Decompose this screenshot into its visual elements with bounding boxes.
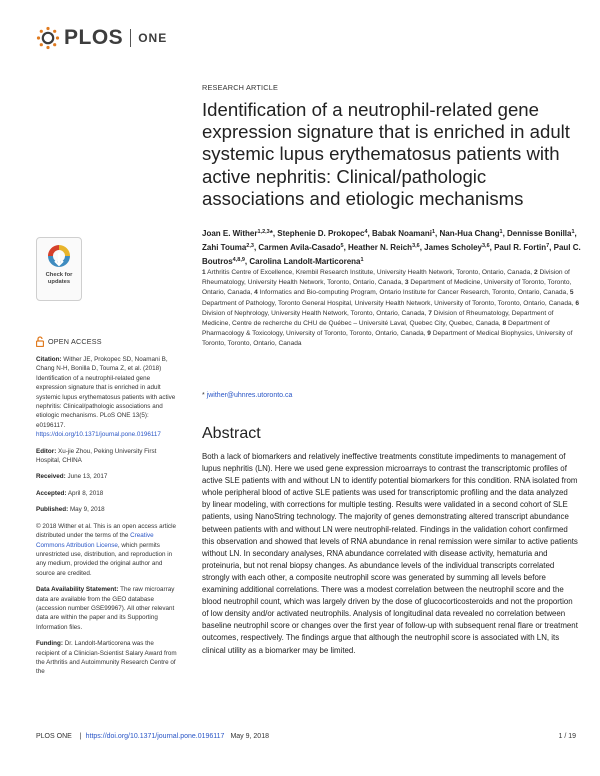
data-availability-label: Data Availability Statement: (36, 586, 119, 594)
author-affiliation-marker: 1 (499, 229, 503, 235)
author-separator: , (343, 243, 349, 252)
logo-divider (130, 29, 131, 47)
author-separator: , (419, 243, 425, 252)
article-title: Identification of a neutrophil-related gene expression signature that is enriched in adult systemic lupus erythematosus patients with active nephritis: Clinical/pathologic associations and etiologic mechanisms (202, 99, 570, 209)
journal-name: ONE (138, 31, 168, 45)
author-name[interactable]: Babak Noamani (371, 229, 432, 238)
editor-block (36, 447, 179, 466)
author-name[interactable]: Nan-Hua Chang (439, 229, 500, 238)
accepted-label: Accepted: (36, 489, 67, 497)
published-label: Published: (36, 506, 69, 514)
accepted-block (36, 489, 179, 498)
author-separator: , (549, 243, 554, 252)
author-name[interactable]: Paul C. Boutros (202, 243, 581, 266)
affiliation-number: 9 (427, 330, 431, 338)
received-date: June 13, 2017 (67, 473, 108, 481)
author-name[interactable]: Carolina Landolt-Marticorena (249, 257, 361, 266)
author-affiliation-marker: 1 (360, 257, 364, 263)
correspondence-email-link[interactable]: jwither@uhnres.utoronto.ca (206, 392, 293, 399)
affiliation-number: 5 (569, 289, 574, 297)
received-block (36, 472, 179, 481)
author-separator: , (489, 243, 495, 252)
license-link[interactable]: Creative Commons Attribution License (36, 532, 154, 549)
author-name[interactable]: James Scholey (424, 243, 482, 252)
copyright-text: © 2018 Wither et al. This is an open access article distributed under the terms of the (36, 522, 176, 540)
author-separator: , (253, 243, 259, 252)
author-name[interactable]: Zahi Touma (202, 243, 247, 252)
check-for-updates-button[interactable] (36, 237, 82, 301)
affiliation-number: 2 (533, 269, 538, 276)
affiliation-text: Division of Rheumatology, Department of Medicine, Centre de recherche du CHU de Québec – Université Laval, Quebec City, Quebec, Canada, (202, 309, 554, 328)
author-separator: , (435, 229, 440, 238)
published-block (36, 505, 179, 514)
affiliation-number: 7 (428, 309, 432, 317)
citation-text: Wither JE, Prokopec SD, Noamani B, Chang N-H, Bonilla D, Touma Z, et al. (2018) Identification of a neutrophil-related gene expression signature that is enriched in adult systemic lupus erythematosus patients with active nephritis: Clinical/pathologic associations and etiologic mechanisms. PLoS ONE 13(5): e0196117. (36, 356, 176, 429)
funding-block (36, 639, 179, 677)
footer-journal: PLOS ONE (36, 733, 72, 740)
affiliation-number: 4 (254, 289, 258, 297)
affiliation-number: 1 (202, 269, 206, 276)
author-separator: , (574, 229, 577, 238)
author-separator: , (367, 229, 372, 238)
editor-label: Editor: (36, 447, 57, 455)
author-name[interactable]: Joan E. Wither (202, 229, 258, 238)
article-info-sidebar (36, 336, 179, 684)
author-affiliation-marker: 4 (364, 229, 368, 235)
author-name[interactable]: Stephenie D. Prokopec (277, 229, 365, 238)
page-number: 1 / 19 (558, 733, 576, 740)
citation-label: Citation: (36, 356, 62, 363)
plos-sun-icon (36, 26, 60, 50)
author-affiliation-marker: 1,2,3 (257, 229, 270, 235)
abstract-heading: Abstract (202, 425, 261, 442)
author-affiliation-marker: 7 (546, 243, 550, 249)
author-affiliation-marker: 3,6 (481, 243, 490, 249)
author-affiliation-marker: 2,3 (246, 243, 254, 249)
accepted-date: April 8, 2018 (67, 489, 104, 497)
affiliation-number: 6 (575, 299, 580, 307)
funding-text: Dr. Landolt-Marticorena was the recipient of a Clinician-Scientist Salary Award from the Arthritis and Autoimmunity Research Centre of the (36, 640, 177, 676)
copyright-block (36, 522, 179, 578)
author-separator: , (244, 257, 250, 266)
author-affiliation-marker: 3,6 (412, 243, 420, 249)
footer-divider: | (79, 733, 82, 740)
author-name[interactable]: Dennisse Bonilla (507, 229, 572, 238)
affiliation-text: Informatics and Bio-computing Program, Ontario Institute for Cancer Research, Toronto, Ontario, Canada, (259, 289, 569, 297)
page-footer (36, 733, 576, 740)
correspondence (202, 392, 292, 399)
author-list (202, 226, 582, 268)
affiliation-text: Department of Medicine, University of Toronto, Toronto, Ontario, Canada, (202, 279, 572, 297)
abstract-body: Both a lack of biomarkers and relatively ineffective treatments constitute impediments to management of lupus nephritis (LN). Here we used gene expression microarrays to contrast the transcriptomic profiles of active SLE patients with and without LN to identify potential biomarkers for this condition. RNA isolated from whole peripheral blood of active SLE patients was used for transcriptomic profiling and the data analyzed by linear modeling, with corrections for multiple testing. Results were validated in a second cohort of SLE patients, using NanoString technology. The majority of genes demonstrating altered transcript abundance between patients with and without LN were neutrophil-related. Findings in the validation cohort confirmed this observation and showed that levels of RNA abundance in renal remission were similar to active patients without LN. In secondary analyses, RNA abundance correlated with disease activity, hematuria and proteinuria, but not renal biopsy changes. As abundance levels of the individual transcripts correlated strongly with each other, a composite neutrophil score was generated by summing all levels before examining additional correlations. There was a modest correlation between the neutrophil score and the blood neutrophil count, which was largely driven by the dose of glucocorticosteroids and not the proportion of low density and/or activated neutrophils. Analysis of longitudinal data revealed no correlation between baseline neutrophil score or changes over the first year of follow-up with subsequent renal flare or treatment outcomes, respectively. The findings argue that although the neutrophil score is associated with LN, its clinical utility as a biomarker may be limited. (202, 452, 578, 655)
affiliation-text: Department of Pharmacology & Toxicology, University of Toronto, Toronto, Ontario, Canada, (202, 320, 550, 338)
author-affiliation-marker: 4,8,9 (232, 257, 245, 263)
copyright-text-end: , which permits unrestricted use, distribution, and reproduction in any medium, provided the original author and source are credited. (36, 541, 173, 577)
affiliation-text: Department of Medical Biophysics, University of Toronto, Toronto, Ontario, Canada (202, 330, 573, 348)
open-access-lock-icon (36, 336, 44, 347)
correspondence-marker: * (202, 392, 205, 399)
check-for-updates-label: Check for updates (45, 272, 73, 285)
plos-wordmark: PLOS (64, 26, 124, 49)
published-date: May 9, 2018 (69, 506, 105, 514)
data-availability-block (36, 585, 179, 632)
affiliation-text: Department of Pathology, Toronto General Hospital, University Health Network, University of Toronto, Toronto, Ontario, Canada, (202, 299, 574, 307)
author-separator: , (502, 229, 508, 238)
article-type: RESEARCH ARTICLE (202, 83, 279, 92)
author-name[interactable]: Heather N. Reich (348, 243, 413, 252)
author-affiliation-marker: 1 (431, 229, 436, 235)
received-label: Received: (36, 473, 66, 481)
data-availability-text: The raw microarray data are available from the GEO database (accession number GSE99967). All other relevant data are within the paper and its Supporting Information files. (36, 586, 175, 631)
citation-block (36, 355, 179, 440)
affiliation-number: 8 (502, 320, 507, 328)
footer-date: May 9, 2018 (230, 733, 269, 740)
author-separator: *, (269, 229, 278, 238)
author-name[interactable]: Paul R. Fortin (494, 243, 547, 252)
affiliation-text: Arthritis Centre of Excellence, Krembil Research Institute, University Health Network, Toronto, Ontario, Canada, (207, 269, 533, 276)
author-affiliation-marker: 1 (571, 229, 575, 235)
open-access-label: OPEN ACCESS (48, 336, 102, 346)
editor-text: Xu-jie Zhou, Peking University First Hospital, CHINA (36, 447, 157, 465)
plos-one-logo[interactable] (36, 25, 167, 51)
affiliation-list (202, 268, 582, 350)
open-access-badge (36, 336, 179, 347)
funding-label: Funding: (36, 640, 63, 648)
check-for-updates-icon (46, 243, 72, 271)
affiliation-text: Division of Rheumatology, University Health Network, Toronto, Ontario, Canada, (202, 269, 570, 287)
footer-doi-link[interactable]: https://doi.org/10.1371/journal.pone.0196117 (85, 733, 225, 740)
citation-doi-link[interactable]: https://doi.org/10.1371/journal.pone.0196117 (36, 431, 161, 439)
affiliation-number: 3 (404, 279, 409, 287)
affiliation-text: Division of Nephrology, University Health Network, Toronto, Ontario, Canada, (202, 309, 427, 317)
author-affiliation-marker: 5 (340, 243, 344, 249)
author-name[interactable]: Carmen Avila-Casado (258, 243, 341, 252)
